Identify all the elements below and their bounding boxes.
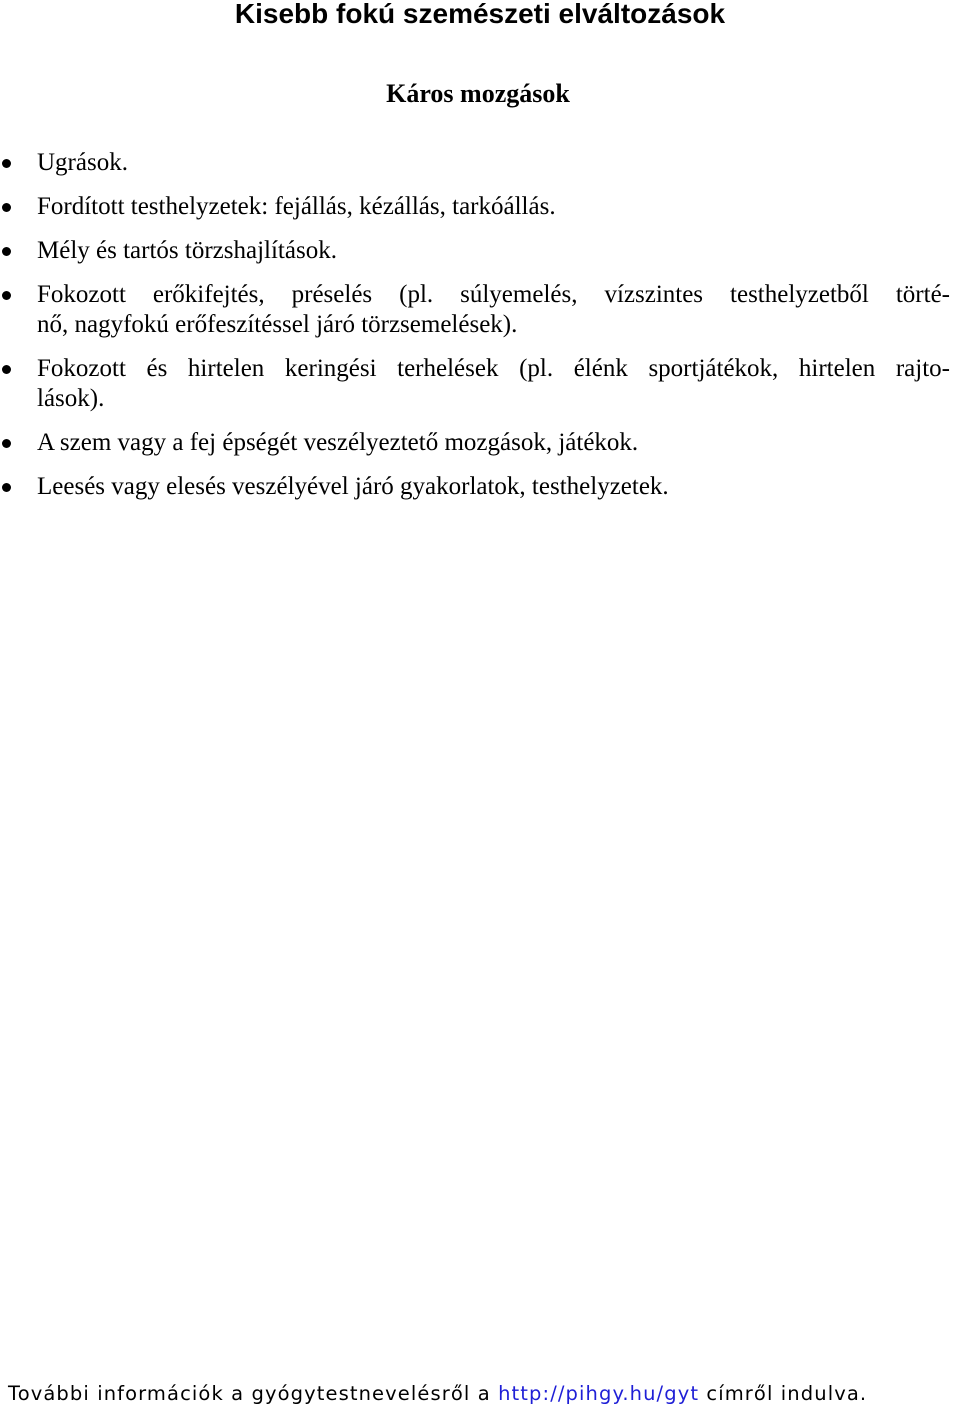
footer-prefix-text: További információk a gyógytestnevelésről a xyxy=(8,1382,499,1405)
list-item xyxy=(0,192,960,222)
list-item-text-line-2: lások). xyxy=(37,385,105,412)
list-item-text: Leesés vagy elesés veszélyével járó gyakorlatok, testhelyzetek. xyxy=(37,473,669,500)
list-item-text-line-1: Fokozott erőkifejtés, préselés (pl. súlyemelés, vízszintes testhelyzetből törté- xyxy=(37,281,950,308)
list-item xyxy=(0,354,960,414)
document-title: Kisebb fokú szemészeti elváltozások xyxy=(234,0,726,29)
bullet-icon xyxy=(2,247,11,256)
list-item-text-line-2: nő, nagyfokú erőfeszítéssel járó törzsemelések). xyxy=(37,311,518,338)
bullet-icon xyxy=(2,483,11,492)
list-item-text: A szem vagy a fej épségét veszélyeztető mozgások, játékok. xyxy=(37,429,639,456)
bullet-icon xyxy=(2,291,11,300)
list-item xyxy=(0,428,960,458)
list-item-text: Mély és tartós törzshajlítások. xyxy=(37,237,337,264)
list-item xyxy=(0,148,960,178)
footer-link[interactable]: http://pihgy.hu/gyt xyxy=(498,1382,700,1405)
section-heading-text: Káros mozgások xyxy=(386,79,570,108)
list-item xyxy=(0,472,960,502)
list-item-text: Ugrások. xyxy=(37,149,128,176)
bullet-icon xyxy=(2,365,11,374)
bullet-icon xyxy=(2,439,11,448)
list-item xyxy=(0,236,960,266)
list-item-text: Fordított testhelyzetek: fejállás, kézállás, tarkóállás. xyxy=(37,193,556,220)
list-item xyxy=(0,280,960,340)
footer-suffix-text: címről indulva. xyxy=(699,1382,868,1405)
harmful-movements-list xyxy=(0,148,960,516)
bullet-icon xyxy=(2,203,11,212)
section-heading xyxy=(0,76,960,112)
list-item-text-line-1: Fokozott és hirtelen keringési terhelések (pl. élénk sportjátékok, hirtelen rajto- xyxy=(37,355,950,382)
page-footer xyxy=(0,1380,960,1408)
bullet-icon xyxy=(2,159,11,168)
